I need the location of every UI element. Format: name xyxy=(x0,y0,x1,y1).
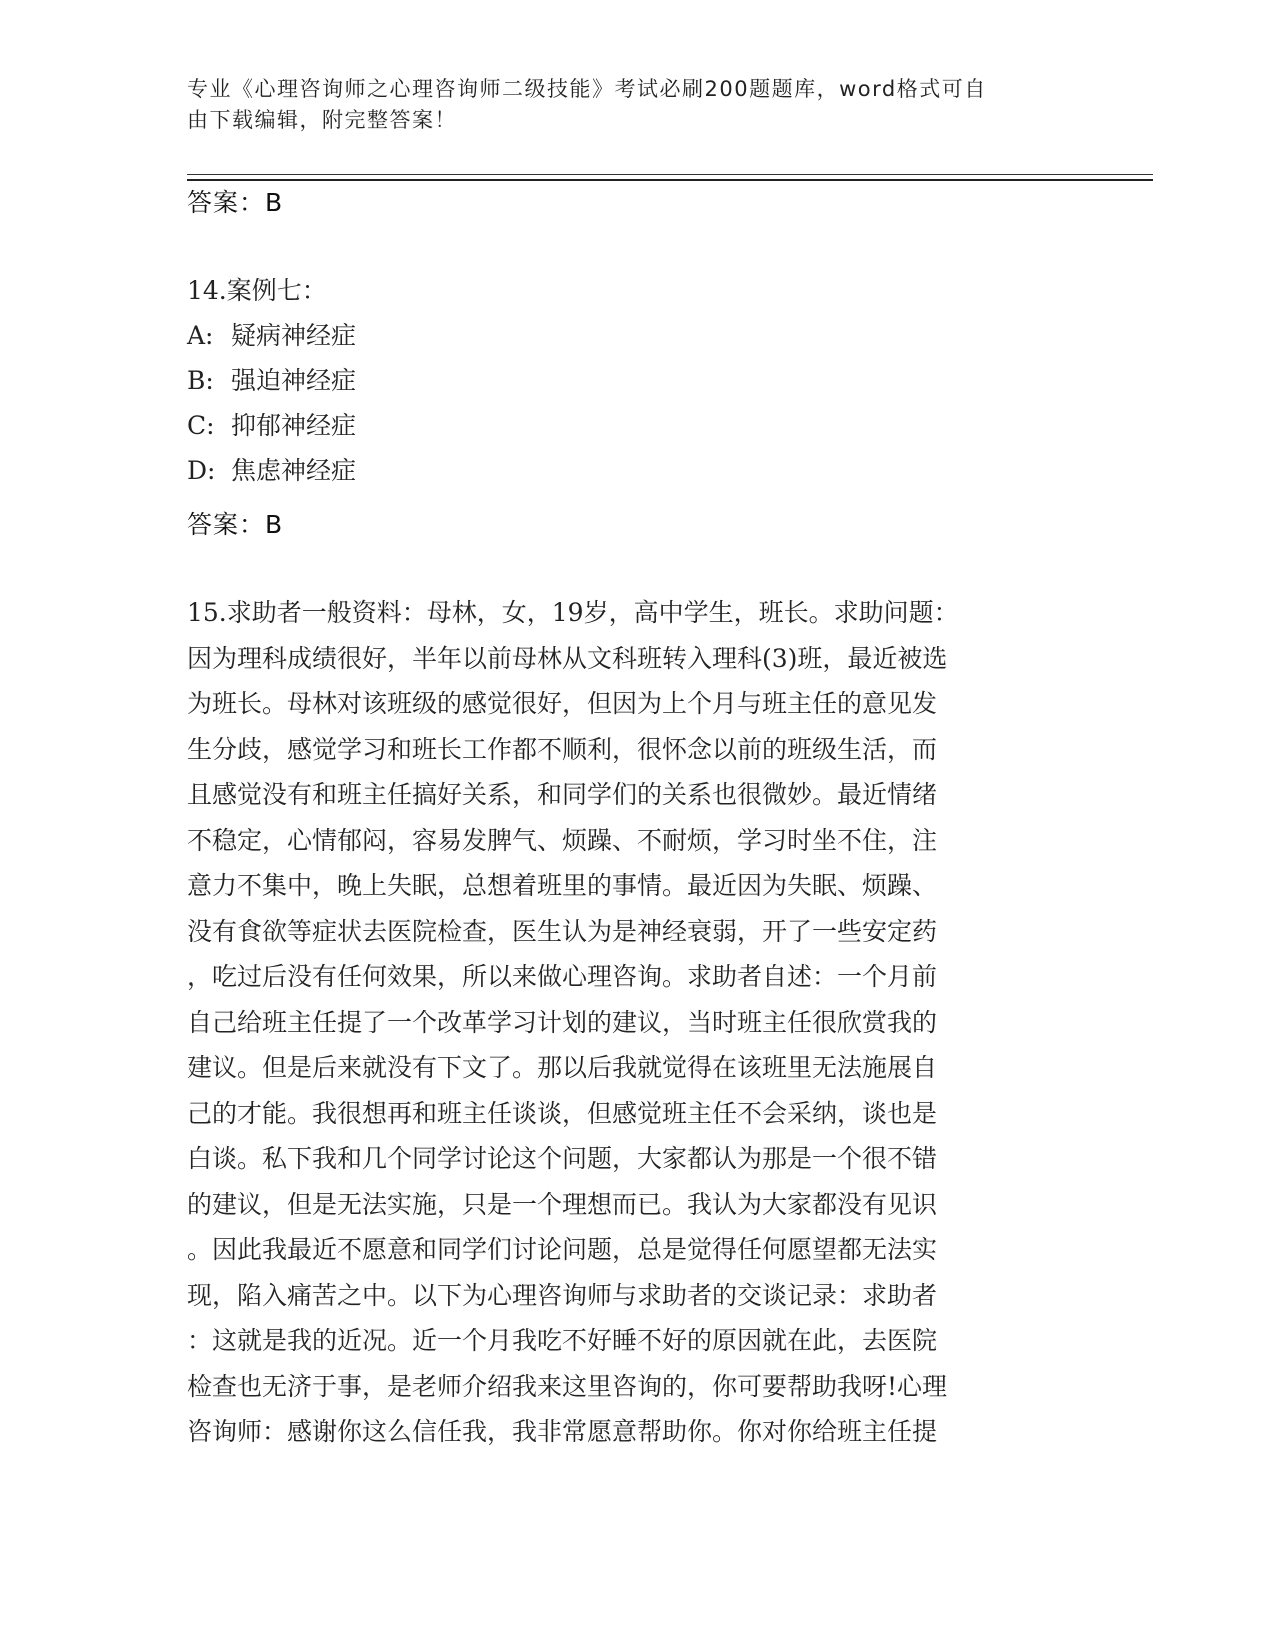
option-text: 抑郁神经症 xyxy=(231,411,357,440)
question-15-line: 生分歧，感觉学习和班长工作都不顺利，很怀念以前的班级生活，而 xyxy=(187,734,938,764)
question-14-option-a xyxy=(187,313,1087,358)
header-divider-thin xyxy=(187,174,1153,175)
question-14-option-b xyxy=(187,358,1087,403)
document-header xyxy=(187,74,1067,136)
question-14-option-d xyxy=(187,448,1087,493)
question-15-line: 己的才能。我很想再和班主任谈谈，但感觉班主任不会采纳，谈也是 xyxy=(187,1098,938,1128)
question-15-line: 的建议，但是无法实施，只是一个理想而已。我认为大家都没有见识 xyxy=(187,1189,938,1219)
question-15-line: 咨询师：感谢你这么信任我，我非常愿意帮助你。你对你给班主任提 xyxy=(187,1417,938,1446)
question-15-line: 意力不集中，晚上失眠，总想着班里的事情。最近因为失眠、烦躁、 xyxy=(187,871,938,900)
option-text: 强迫神经症 xyxy=(231,366,357,395)
question-15-line: 建议。但是后来就没有下文了。那以后我就觉得在该班里无法施展自 xyxy=(187,1053,938,1082)
option-letter: D: xyxy=(187,456,216,485)
question-15-line: 因为理科成绩很好，半年以前母林从文科班转入理科(3)班，最近被选 xyxy=(187,643,948,673)
question-14-stem: 14.案例七： xyxy=(187,276,327,305)
question-15-line: ，吃过后没有任何效果，所以来做心理咨询。求助者自述：一个月前 xyxy=(187,962,938,991)
header-divider-thick xyxy=(187,179,1153,181)
question-15-line: 。因此我最近不愿意和同学们讨论问题，总是觉得任何愿望都无法实 xyxy=(187,1235,938,1264)
question-15-line: 且感觉没有和班主任搞好关系，和同学们的关系也很微妙。最近情绪 xyxy=(187,780,938,809)
option-text: 疑病神经症 xyxy=(231,321,357,350)
header-line-2: 由下载编辑，附完整答案！ xyxy=(187,108,457,132)
question-14-answer: 答案：B xyxy=(187,510,284,539)
previous-answer: 答案：B xyxy=(187,188,284,217)
question-15-line: ：这就是我的近况。近一个月我吃不好睡不好的原因就在此，去医院 xyxy=(187,1326,938,1355)
question-15-line: 白谈。私下我和几个同学讨论这个问题，大家都认为那是一个很不错 xyxy=(187,1144,938,1173)
option-letter: A: xyxy=(187,321,214,350)
option-letter: B: xyxy=(187,366,214,395)
option-text: 焦虑神经症 xyxy=(231,456,357,485)
question-15 xyxy=(187,590,1087,1455)
header-line-1: 专业《心理咨询师之心理咨询师二级技能》考试必刷200题题库，word格式可自 xyxy=(187,77,987,101)
question-14-option-c xyxy=(187,403,1087,448)
question-15-line: 15.求助者一般资料：母林，女，19岁，高中学生，班长。求助问题： xyxy=(187,598,959,627)
option-letter: C: xyxy=(187,411,215,440)
question-14 xyxy=(187,268,1087,493)
question-15-line: 没有食欲等症状去医院检查，医生认为是神经衰弱，开了一些安定药 xyxy=(187,916,938,946)
question-15-line: 检查也无济于事，是老师介绍我来这里咨询的，你可要帮助我呀!心理 xyxy=(187,1371,948,1401)
question-15-line: 自己给班主任提了一个改革学习计划的建议，当时班主任很欣赏我的 xyxy=(187,1007,938,1037)
question-15-line: 为班长。母林对该班级的感觉很好，但因为上个月与班主任的意见发 xyxy=(187,689,938,718)
question-15-line: 现，陷入痛苦之中。以下为心理咨询师与求助者的交谈记录：求助者 xyxy=(187,1280,938,1310)
question-15-line: 不稳定，心情郁闷，容易发脾气、烦躁、不耐烦，学习时坐不住，注 xyxy=(187,825,938,855)
